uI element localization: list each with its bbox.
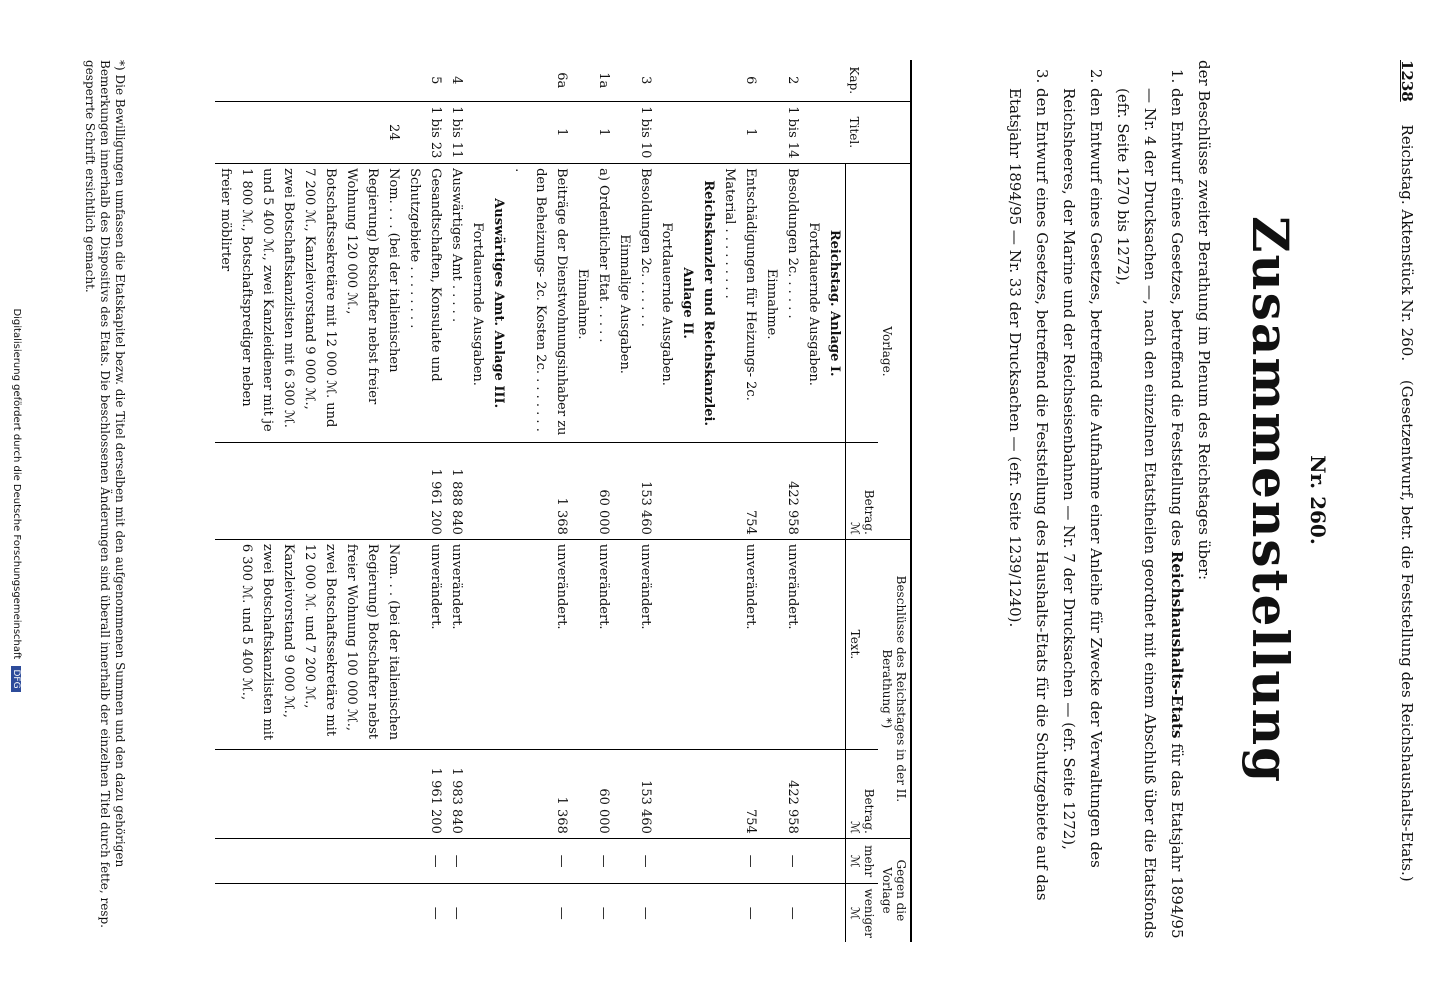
cell-text: Nom. . . . (bei der italienischen Regierung) Botschafter nebst freier Wohnung 120 000 ℳ., Botschaftssekretäre mit 12 000 ℳ. und 7 200 ℳ., Kanzleivorstand 9 000 ℳ., zwei Botschaftskanzlisten mit 6 300 ℳ. und 5 400 ℳ., zwei Kanzleidiener mit je 1 800 ℳ., Botschaftsprediger neben freier möblirter [215, 164, 404, 443]
document-title: Zusammenstellung [1241, 215, 1300, 785]
cell-titel [467, 101, 488, 164]
header-weniger-label: weniger [862, 888, 876, 938]
cell-beschluss-betrag [614, 749, 635, 838]
cell-beschluss-text: unverändert. [635, 539, 656, 749]
header-unit: ℳ [848, 522, 862, 535]
cell-weniger [656, 884, 677, 942]
intro-item [1055, 88, 1109, 940]
table-row [782, 60, 803, 942]
cell-titel: 1 [509, 101, 572, 164]
cell-mehr: — [446, 838, 467, 884]
header-unit: ℳ [848, 821, 862, 834]
budget-table-body [215, 60, 846, 942]
cell-mehr: — [593, 838, 614, 884]
cell-beschluss-betrag [656, 749, 677, 838]
cell-mehr [824, 838, 846, 884]
cell-mehr [572, 838, 593, 884]
cell-beschluss-text: unverändert. [719, 539, 761, 749]
cell-weniger: — [596, 906, 611, 920]
cell-betrag [572, 443, 593, 540]
cell-titel [761, 101, 782, 164]
cell-titel: 1 bis 23 [404, 101, 446, 164]
cell-beschluss-text [803, 539, 824, 749]
cell-beschluss-text [614, 539, 635, 749]
cell-beschluss-betrag [488, 749, 509, 838]
cell-beschluss-text: unverändert. [446, 539, 467, 749]
cell-weniger: — [449, 906, 464, 920]
intro-item [1109, 88, 1190, 940]
cell-mehr: — [782, 838, 803, 884]
table-row [656, 60, 677, 942]
cell-text: Einnahme. [572, 164, 593, 443]
cell-mehr [803, 838, 824, 884]
cell-text: Reichstag. Anlage I. [824, 164, 846, 443]
cell-weniger: — [638, 906, 653, 920]
cell-mehr [761, 838, 782, 884]
cell-beschluss-betrag [803, 749, 824, 838]
cell-titel [656, 101, 677, 164]
cell-beschluss-text: unverändert. [782, 539, 803, 749]
cell-text: Einnahme. [761, 164, 782, 443]
header-unit: ℳ [848, 906, 862, 920]
cell-betrag: 1 888 840 [446, 443, 467, 540]
header-betrag2-label: Betrag. [862, 788, 876, 834]
cell-titel [488, 101, 509, 164]
cell-text: a) Ordentlicher Etat . . . . . [593, 164, 614, 443]
cell-kap: 6 [719, 60, 761, 101]
cell-text: Reichskanzler und Reichskanzlei. Anlage II. [677, 164, 719, 443]
intro-item [1001, 88, 1055, 940]
cell-betrag [761, 443, 782, 540]
table-row [404, 60, 446, 942]
cell-titel [572, 101, 593, 164]
header-kap: Kap. [846, 60, 912, 101]
cell-betrag [488, 443, 509, 540]
document-number: Nr. 260. [1306, 455, 1330, 545]
cell-beschluss-text: unverändert. [509, 539, 572, 749]
cell-titel [614, 101, 635, 164]
digitization-text: Digitalisierung gefördert durch die Deutsche Forschungsgemeinschaft [11, 308, 22, 660]
cell-mehr [215, 838, 404, 884]
header-beschluesse: Beschlüsse des Reichstages in der II. Berathung *) [878, 539, 911, 838]
table-row [677, 60, 719, 942]
cell-beschluss-betrag: 1 983 840 [446, 749, 467, 838]
cell-betrag [215, 443, 404, 540]
table-row [572, 60, 593, 942]
cell-beschluss-betrag: 754 [719, 749, 761, 838]
cell-kap: 3 [635, 60, 656, 101]
header-betrag2 [846, 749, 879, 838]
header-gegen: Gegen die Vorlage [880, 859, 908, 922]
header-titel: Titel. [846, 101, 912, 164]
intro-item-text: den Entwurf eines Gesetzes, betreffend die Feststellung des Haushalts-Etats für die Schutzgebiete auf das Etatsjahr 1894/95 — Nr. 33 der Drucksachen — (efr. Seite 1239/1240). [1006, 88, 1051, 901]
table-row [824, 60, 846, 942]
cell-beschluss-betrag: 1 368 [509, 749, 572, 838]
cell-titel: 24 [215, 101, 404, 164]
cell-betrag [656, 443, 677, 540]
table-row [719, 60, 761, 942]
header-betrag-label: Betrag. [862, 489, 876, 535]
cell-kap [215, 60, 404, 101]
cell-beschluss-text: unverändert. [593, 539, 614, 749]
cell-beschluss-betrag: 60 000 [593, 749, 614, 838]
cell-weniger: — [554, 906, 569, 920]
cell-kap [824, 60, 846, 101]
cell-mehr: — [509, 838, 572, 884]
cell-mehr: — [635, 838, 656, 884]
cell-beschluss-text: unverändert. [404, 539, 446, 749]
intro-item-text: den Entwurf eines Gesetzes, betreffend die Feststellung des [1168, 88, 1186, 551]
cell-weniger: — [785, 906, 800, 920]
cell-betrag: 60 000 [593, 443, 614, 540]
cell-weniger [824, 884, 846, 942]
cell-beschluss-betrag: 153 460 [635, 749, 656, 838]
digitization-note [11, 0, 22, 1000]
cell-mehr [488, 838, 509, 884]
cell-titel: 1 [593, 101, 614, 164]
cell-beschluss-text [677, 539, 719, 749]
intro-lead: der Beschlüsse zweiter Berathung im Plenum des Reichstages über: [1195, 60, 1213, 581]
cell-mehr: — [404, 838, 446, 884]
cell-beschluss-text [824, 539, 846, 749]
cell-weniger [572, 884, 593, 942]
cell-kap [572, 60, 593, 101]
cell-betrag: 1 961 200 [404, 443, 446, 540]
cell-kap [803, 60, 824, 101]
header-mehr-label: mehr [862, 845, 876, 878]
cell-betrag: 153 460 [635, 443, 656, 540]
cell-beschluss-text [656, 539, 677, 749]
cell-weniger [761, 884, 782, 942]
cell-beschluss-text [572, 539, 593, 749]
table-row [509, 60, 572, 942]
cell-beschluss-betrag [467, 749, 488, 838]
cell-beschluss-betrag [761, 749, 782, 838]
page-number: 1238 [1398, 60, 1416, 102]
cell-text: Fortdauernde Ausgaben. [656, 164, 677, 443]
cell-kap [614, 60, 635, 101]
footnote: *) Die Bewilligungen umfassen die Etatskapitel bezw. die Titel derselben mit den aufgenommenen Summen und den dazu gehörigen Bemerkungen innerhalb des Dispositivs des Etats. Die beschlossenen Änderungen sind überall innerhalb der einzelnen Titel durch fette, resp. gesperrte Schrift ersichtlich gemacht. [83, 60, 127, 928]
cell-kap [656, 60, 677, 101]
cell-mehr [467, 838, 488, 884]
cell-beschluss-text: Nom. . . (bei der italienischen Regierung) Botschafter nebst freier Wohnung 100 000 ℳ., zwei Botschaftssekretäre mit 12 000 ℳ. und 7 200 ℳ., Kanzleivorstand 9 000 ℳ., zwei Botschaftskanzlisten mit 6 300 ℳ. und 5 400 ℳ., [215, 539, 404, 749]
cell-kap: 5 [404, 60, 446, 101]
cell-betrag [467, 443, 488, 540]
cell-titel: 1 [719, 101, 761, 164]
cell-titel: 1 bis 14 [782, 101, 803, 164]
cell-weniger: — [428, 906, 443, 920]
cell-betrag: 1 368 [509, 443, 572, 540]
cell-weniger [488, 884, 509, 942]
table-row [215, 60, 404, 942]
cell-weniger [215, 884, 404, 942]
cell-beschluss-text [761, 539, 782, 749]
cell-titel [677, 101, 719, 164]
header-text [846, 164, 879, 443]
table-row [635, 60, 656, 942]
cell-text: Fortdauernde Ausgaben. [467, 164, 488, 443]
cell-mehr: — [719, 838, 761, 884]
budget-table [215, 60, 912, 942]
cell-weniger: — [743, 906, 758, 920]
cell-betrag: 422 958 [782, 443, 803, 540]
header-vorlage: Vorlage. [878, 164, 911, 540]
running-head [1398, 60, 1416, 940]
header-unit: ℳ [848, 854, 862, 868]
cell-kap: 4 [446, 60, 467, 101]
cell-beschluss-betrag: 1 961 200 [404, 749, 446, 838]
cell-kap: 6a [509, 60, 572, 101]
intro-item-bold: Reichshaushalts-Etats [1168, 550, 1186, 739]
cell-mehr [614, 838, 635, 884]
table-row [803, 60, 824, 942]
cell-betrag [803, 443, 824, 540]
cell-text: Einmalige Ausgaben. [614, 164, 635, 443]
cell-beschluss-text [488, 539, 509, 749]
cell-text: Besoldungen 2c. . . . . . [782, 164, 803, 443]
cell-weniger [614, 884, 635, 942]
dfg-logo: DFG [11, 666, 21, 691]
cell-text: Gesandtschaften, Konsulate und Schutzgebiete . . . . . . . . [404, 164, 446, 443]
cell-kap: 2 [782, 60, 803, 101]
header-weniger [846, 884, 879, 942]
cell-betrag [824, 443, 846, 540]
cell-beschluss-text [467, 539, 488, 749]
cell-text: Auswärtiges Amt . . . . . [446, 164, 467, 443]
intro-list [1001, 60, 1190, 940]
cell-text: Besoldungen 2c. . . . . . . [635, 164, 656, 443]
cell-kap [488, 60, 509, 101]
cell-beschluss-betrag: 422 958 [782, 749, 803, 838]
cell-weniger [677, 884, 719, 942]
cell-text: Fortdauernde Ausgaben. [803, 164, 824, 443]
intro-block [1001, 60, 1217, 940]
cell-betrag: 754 [719, 443, 761, 540]
cell-kap: 1a [593, 60, 614, 101]
cell-titel: 1 bis 10 [635, 101, 656, 164]
cell-text: Beiträge der Dienstwohnungsinhaber zu den Beheizungs- 2c. Kosten 2c. . . . . . . . . [509, 164, 572, 443]
cell-mehr [677, 838, 719, 884]
running-head-subject: (Gesetzentwurf, betr. die Feststellung des Reichshaushalts-Etats.) [1398, 379, 1416, 882]
cell-titel: 1 bis 11 [446, 101, 467, 164]
cell-text: Auswärtiges Amt. Anlage III. [488, 164, 509, 443]
cell-weniger [803, 884, 824, 942]
cell-titel [803, 101, 824, 164]
cell-kap [761, 60, 782, 101]
cell-betrag [614, 443, 635, 540]
cell-beschluss-betrag [572, 749, 593, 838]
cell-beschluss-betrag [215, 749, 404, 838]
table-row [446, 60, 467, 942]
cell-weniger [467, 884, 488, 942]
header-mehr [846, 838, 879, 884]
intro-item-text: den Entwurf eines Gesetzes, betreffend die Aufnahme einer Anleihe für Zwecke der Verwaltungen des Reichsheeres, der Marine und der Reichseisenbahnen — Nr. 7 der Drucksachen — (efr. Seite 1272), [1060, 88, 1105, 868]
intro-item-text: für das Etatsjahr 1894/95 — Nr. 4 der Drucksachen —, nach den einzelnen Etatstheilen geordnet mit einem Abschluß über die Etatsfonds (efr. Seite 1270 bis 1272), [1114, 88, 1186, 939]
cell-kap [677, 60, 719, 101]
cell-kap [467, 60, 488, 101]
table-row [761, 60, 782, 942]
table-row [593, 60, 614, 942]
cell-betrag [677, 443, 719, 540]
cell-titel [824, 101, 846, 164]
cell-beschluss-betrag [824, 749, 846, 838]
table-row [467, 60, 488, 942]
table-row [488, 60, 509, 942]
running-head-title: Reichstag. Aktenstück Nr. 260. [1398, 124, 1416, 362]
header-text2: Text. [846, 539, 879, 749]
cell-beschluss-betrag [677, 749, 719, 838]
table-row [614, 60, 635, 942]
cell-mehr [656, 838, 677, 884]
header-betrag [846, 443, 879, 540]
cell-text: Entschädigungen für Heizungs- 2c. Material . . . . . . . . . [719, 164, 761, 443]
